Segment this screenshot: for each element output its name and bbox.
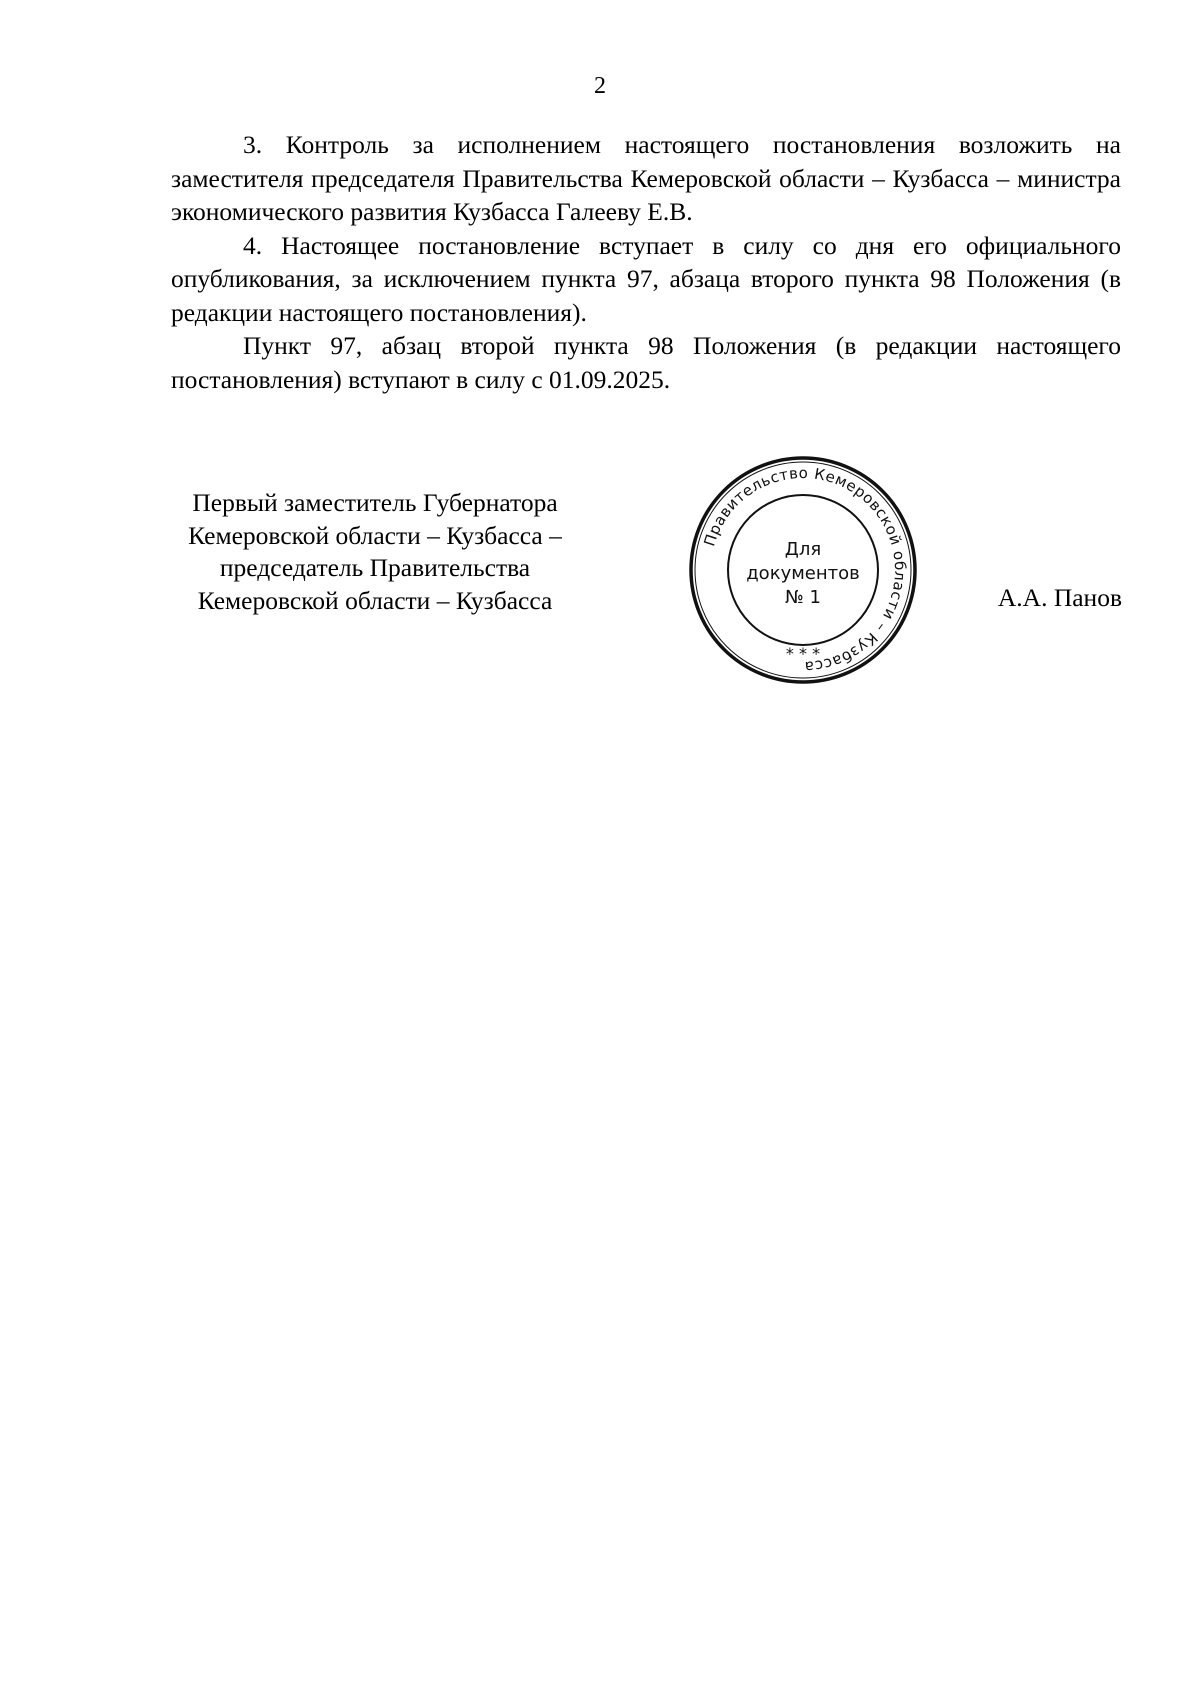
stamp-ring-text: Правительство Кемеровской области – Кузбасса	[700, 463, 910, 677]
stamp-center-line: № 1	[785, 587, 821, 608]
signatory-title-line: Кемеровской области – Кузбасса –	[188, 520, 562, 550]
signatory-title-line: Первый заместитель Губернатора	[192, 488, 558, 517]
paragraph-exception-date: Пункт 97, абзац второй пункта 98 Положения (в редакции настоящего постановления) вступают в силу с 01.09.2025.	[171, 331, 1121, 394]
paragraph-effective-date: 4. Настоящее постановление вступает в силу со дня его официального опубликования, за исключением пункта 97, абзаца второго пункта 98 Положения (в редакции настоящего постановления).	[171, 230, 1121, 327]
official-stamp	[688, 455, 918, 685]
signer-name: А.А. Панов	[997, 583, 1122, 612]
stamp-center-line: документов	[746, 563, 860, 584]
signatory-title-line: председатель Правительства	[219, 553, 531, 582]
stamp-graphic	[688, 455, 918, 685]
signatory-title-line: Кемеровской области – Кузбасса	[197, 585, 553, 615]
signatory-title	[150, 487, 600, 617]
stamp-stars: * * *	[785, 644, 821, 663]
page-number: 2	[594, 73, 606, 99]
document-body	[171, 128, 1121, 396]
paragraph-control: 3. Контроль за исполнением настоящего постановления возложить на заместителя председателя Правительства Кемеровской области – Кузбасса – министра экономического развития Кузбасса Галееву Е.В.	[171, 130, 1121, 226]
stamp-center-line: Для	[784, 539, 822, 560]
